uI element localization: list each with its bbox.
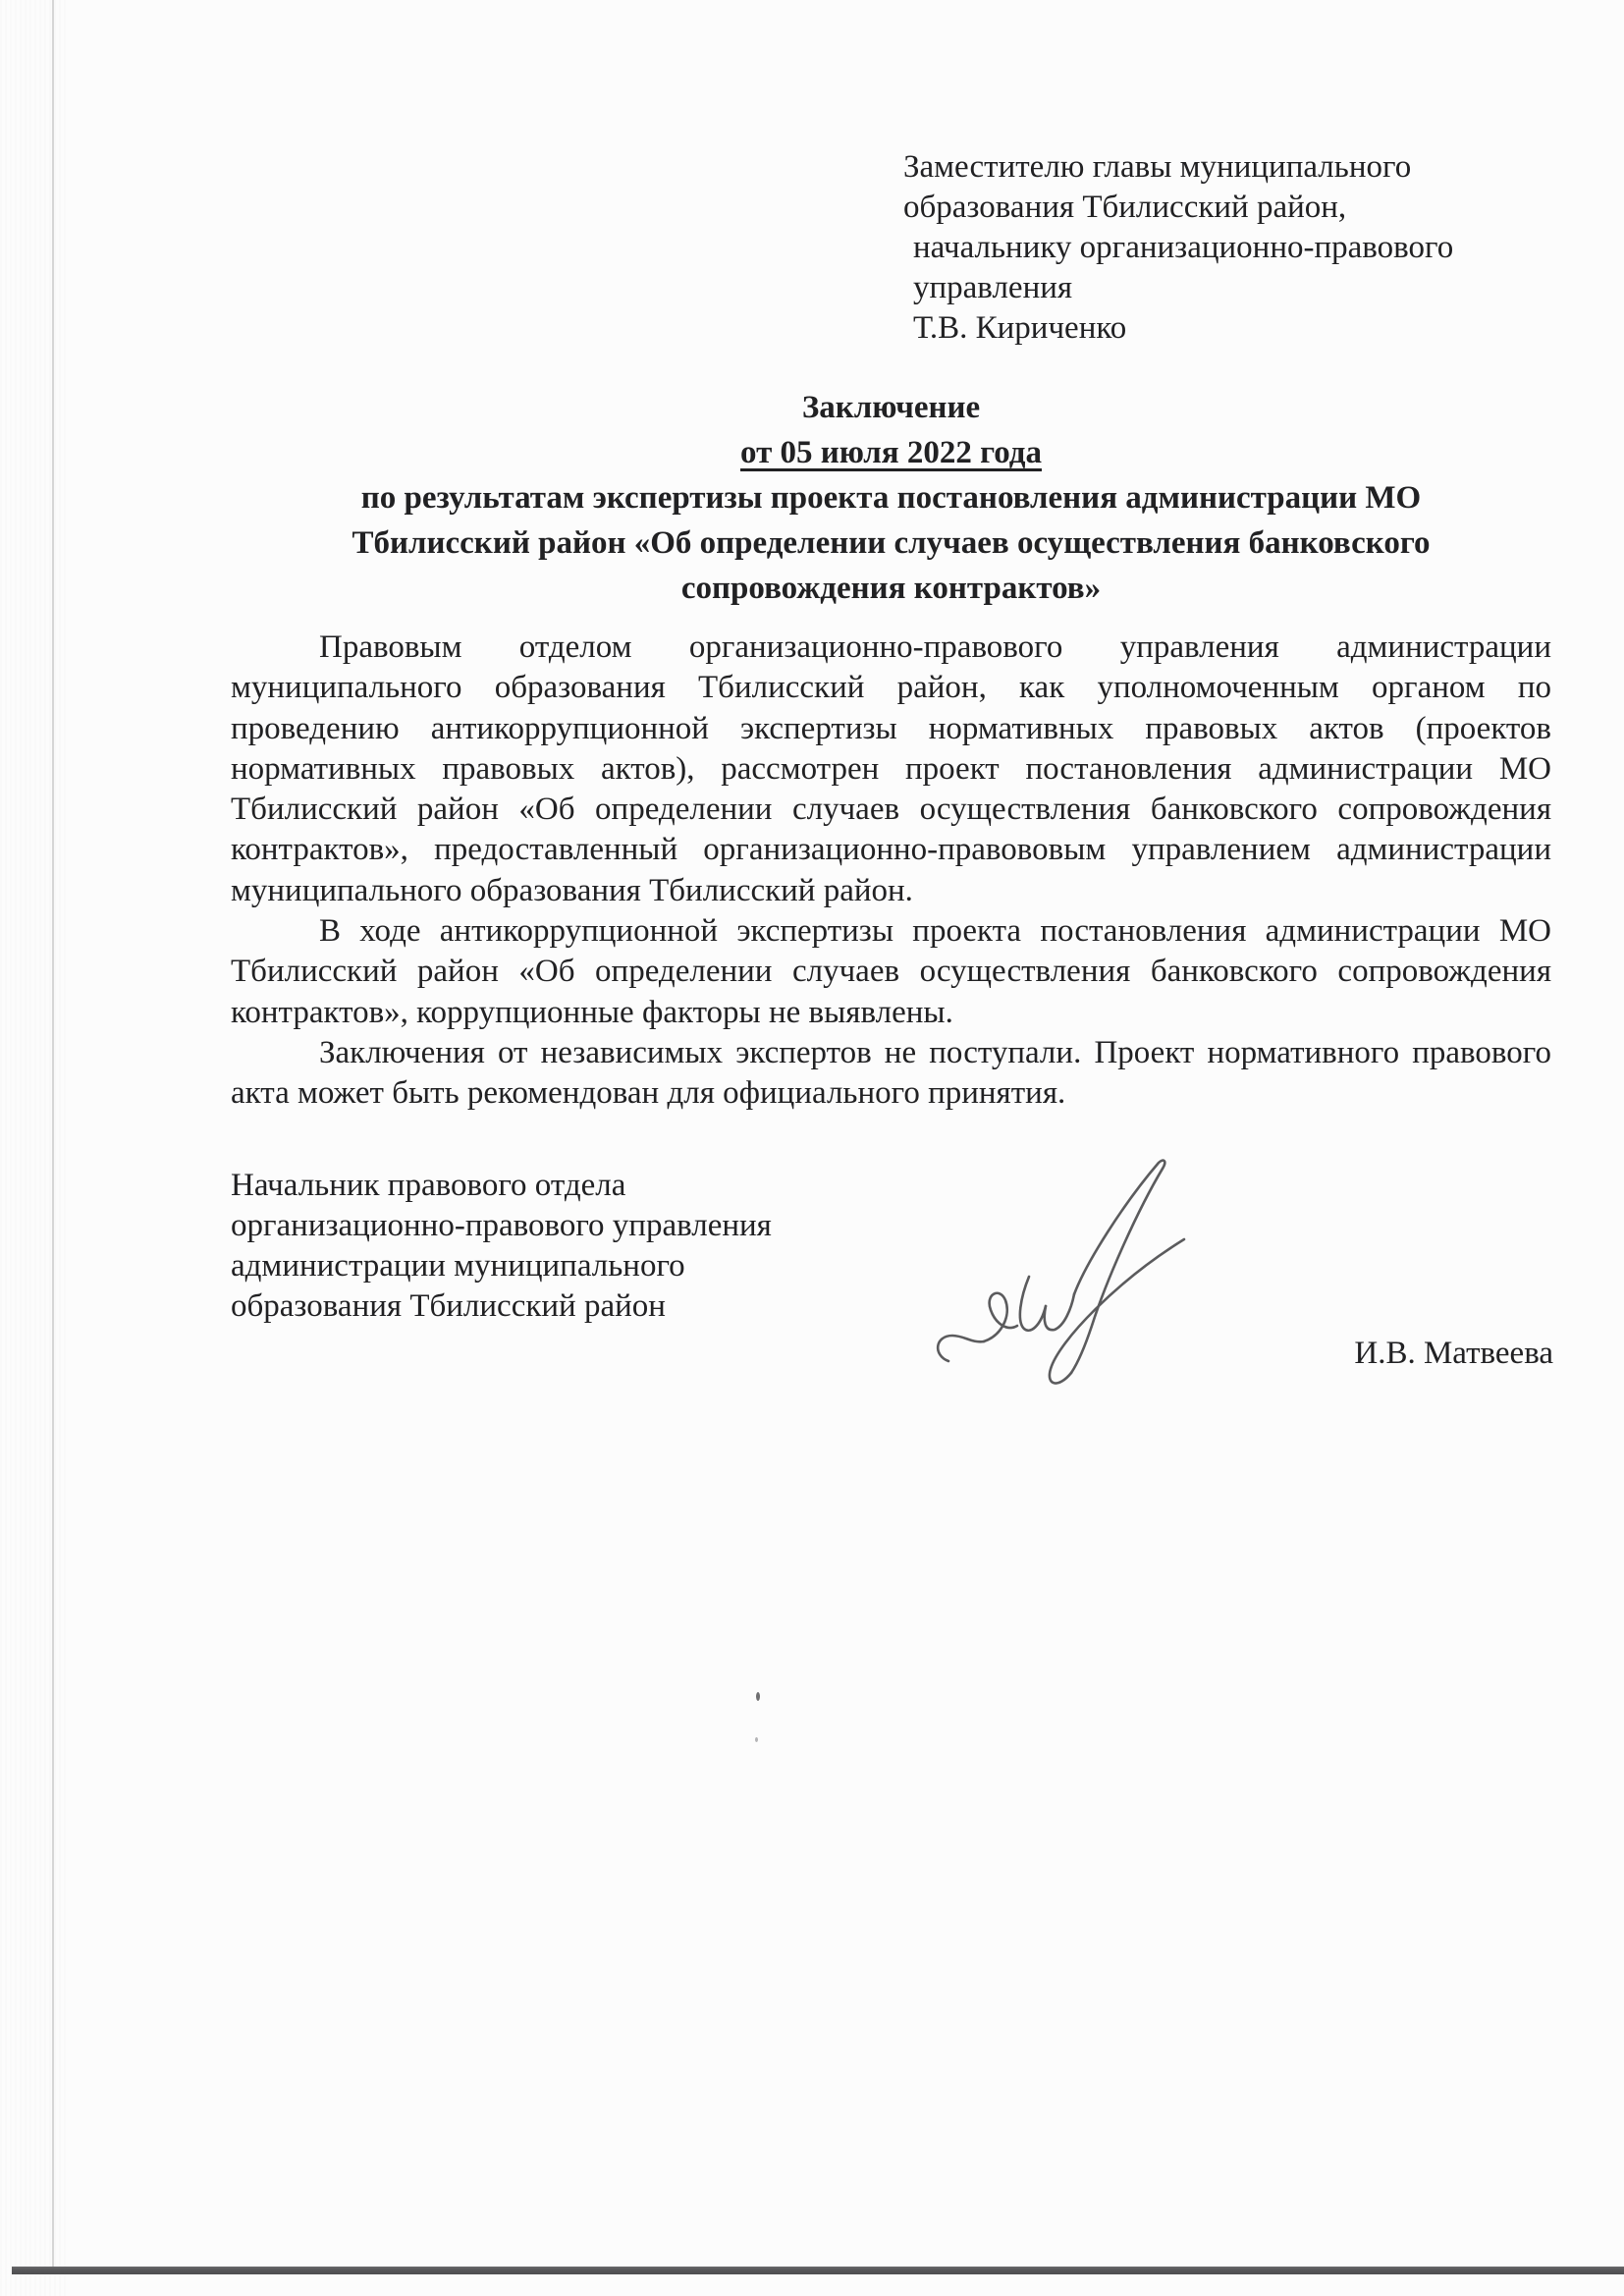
body-paragraph: Заключения от независимых экспертов не поступали. Проект нормативного правового акта может быть рекомендован для официального принятия. <box>231 1034 1551 1112</box>
document-subject-line: сопровождения контрактов» <box>680 571 1102 606</box>
scan-artifact-vertical-line <box>52 0 54 2270</box>
signature-position-block <box>231 1166 859 1327</box>
signature-position-line: организационно-правового управления <box>231 1208 772 1243</box>
recipient-line: управления <box>913 270 1073 305</box>
dust-speck <box>755 1737 758 1742</box>
dust-speck <box>756 1692 760 1701</box>
document-title-block <box>231 385 1551 611</box>
handwritten-signature <box>931 1147 1284 1402</box>
document-subject-line: по результатам экспертизы проекта постановления администрации МО <box>360 480 1422 516</box>
recipient-line: Заместителю главы муниципального <box>903 149 1412 185</box>
signature-position-line: Начальник правового отдела <box>231 1168 626 1203</box>
body-paragraph: Правовым отделом организационно-правового управления администрации муниципального образования Тбилисский район, как уполномоченным органом по проведению антикоррупционной экспертизы нормативных правовых актов (проектов нормативных правовых актов), рассмотрен проект постановления администрации МО Тбилисский район «Об определении случаев осуществления банковского сопровождения контрактов», предоставленный организационно-правововым управлением администрации муниципального образования Тбилисский район. <box>231 629 1551 908</box>
signature-position-line: администрации муниципального <box>231 1248 685 1284</box>
recipient-name: Т.В. Кириченко <box>913 310 1127 346</box>
scan-artifact-bottom-band <box>12 2267 1624 2274</box>
recipient-line: образования Тбилисский район, <box>903 190 1347 225</box>
recipient-line: начальнику организационно-правового <box>913 230 1454 265</box>
document-body <box>231 628 1551 1115</box>
document-subject-line: Тбилисский район «Об определении случаев осуществления банковского <box>352 525 1431 561</box>
document-date: от 05 июля 2022 года <box>740 435 1042 470</box>
document-title: Заключение <box>801 390 981 425</box>
signer-name: И.В. Матвеева <box>1354 1336 1553 1371</box>
body-paragraph: В ходе антикоррупционной экспертизы проекта постановления администрации МО Тбилисский район «Об определении случаев осуществления банковского сопровождения контрактов», коррупционные факторы не выявлены. <box>231 913 1551 1030</box>
recipient-block <box>903 147 1492 349</box>
signature-position-line: образования Тбилисский район <box>231 1288 666 1324</box>
